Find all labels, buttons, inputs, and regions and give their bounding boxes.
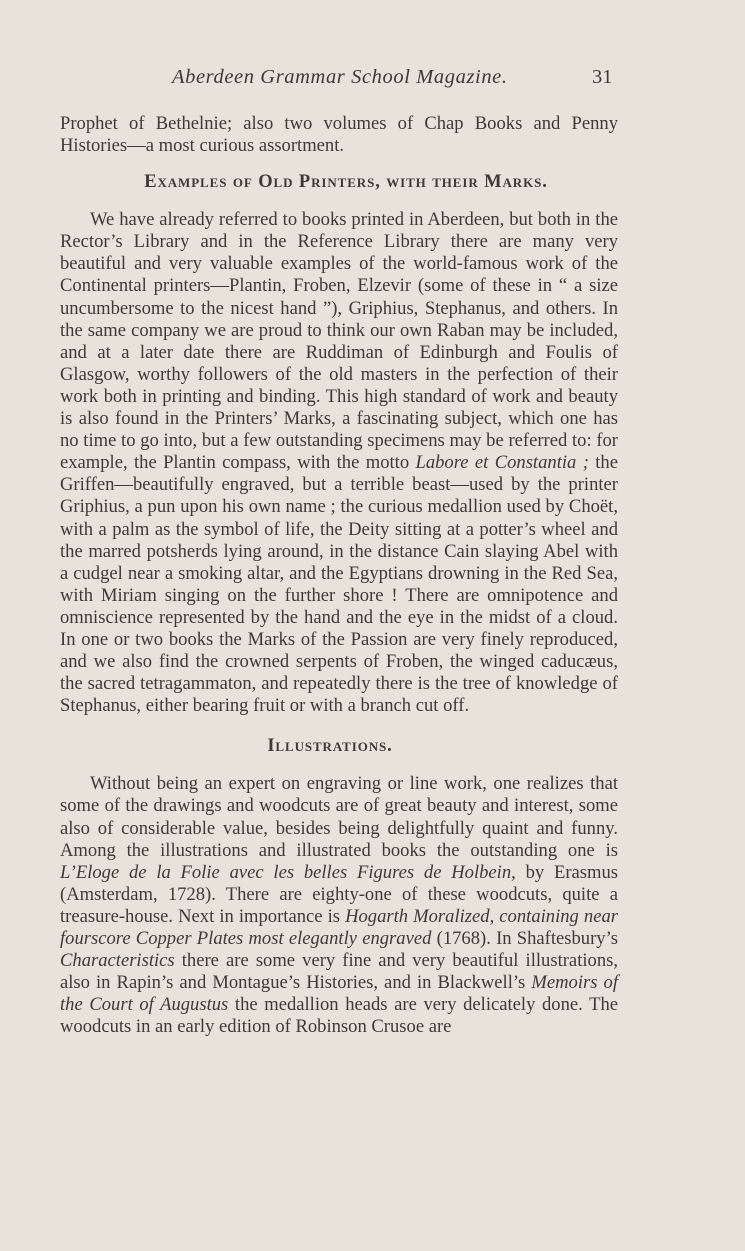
paragraph-text: We have already referred to books printed in Aberdeen, but both in the Rector’s Library and in the Reference Library there are many very beautiful and very valuable examples of the world-famous work of the Continental printers—Plantin, Froben, Elzevir (some of these in “ a size uncumbersome to the nicest hand ”), Griphius, Stephanus, and others. In the same company we are proud to think our own Raban may be included, and at a later date there are Ruddiman of Edinburgh and Foulis of Glasgow, worthy followers of the old masters in the perfection of their work both in printing and binding. This high standard of work and beauty is also found in the Printers’ Marks, a fascinating subject, which one has no time to go into, but a few outstanding specimens may be referred to: for example, the Plantin compass, with the motto (60, 209, 618, 474)
intro-paragraph: Prophet of Bethelnie; also two volumes of Chap Books and Penny Histories—a most curious assortment. (60, 113, 618, 157)
page-header (0, 66, 745, 96)
paragraph-text: the Griffen—beautifully engraved, but a terrible beast—used by the printer Griphius, a pun upon his own name ; the curious medallion used by Choët, with a palm as the symbol of life, the Deity sitting at a potter’s wheel and the marred potsherds lying around, in the distance Cain slaying Abel with a cudgel near a smoking altar, and the Egyptians drowning in the Red Sea, with Miriam singing on the further shore ! There are omnipotence and omniscience represented by the hand and the eye in the midst of a cloud. In one or two books the Marks of the Passion are very finely reproduced, and we also find the crowned serpents of Froben, the winged caducæus, the sacred tetragammaton, and repeatedly there is the tree of knowledge of Stephanus, either bearing fruit or with a branch cut off. (60, 452, 618, 717)
running-title: Aberdeen Grammar School Magazine. (172, 66, 508, 88)
paragraph-text: by Erasmus (Amsterdam, 1728). There are eighty-one of these woodcuts, quite a treasure-house. Next in importance is (60, 861, 618, 927)
page-number: 31 (592, 66, 613, 88)
paragraph-text: there are some very fine and very beautiful illustrations, also in Rapin’s and Montague’s Histories, and in Blackwell’s (60, 950, 618, 994)
motto-italic: Labore et Constantia ; (415, 452, 589, 474)
article-body (60, 113, 618, 1038)
section-heading-old-printers: Examples of Old Printers, with their Marks. (144, 172, 548, 193)
paragraph-text: (1768). In Shaftesbury’s (431, 928, 618, 949)
old-printers-paragraph (60, 209, 618, 717)
book-title-italic: Characteristics (60, 950, 175, 972)
section-heading-illustrations: Illustrations. (267, 736, 393, 757)
illustrations-paragraph (60, 773, 618, 1038)
paragraph-text: Without being an expert on engraving or line work, one realizes that some of the drawings and woodcuts are of great beauty and interest, some also of considerable value, besides being delightfully quaint and funny. Among the illustrations and illustrated books the outstanding one is (60, 773, 618, 861)
paragraph-text: the medallion heads are very delicately done. The woodcuts in an early edition of Robinson Crusoe are (60, 994, 618, 1038)
book-title-italic: Memoirs of the Court of Augustus (60, 972, 618, 1016)
book-title-italic: L’Eloge de la Folie avec les belles Figures de Holbein, (60, 861, 516, 883)
book-title-italic: Hogarth Moralized, containing near fourscore Copper Plates most elegantly engraved (60, 905, 618, 949)
